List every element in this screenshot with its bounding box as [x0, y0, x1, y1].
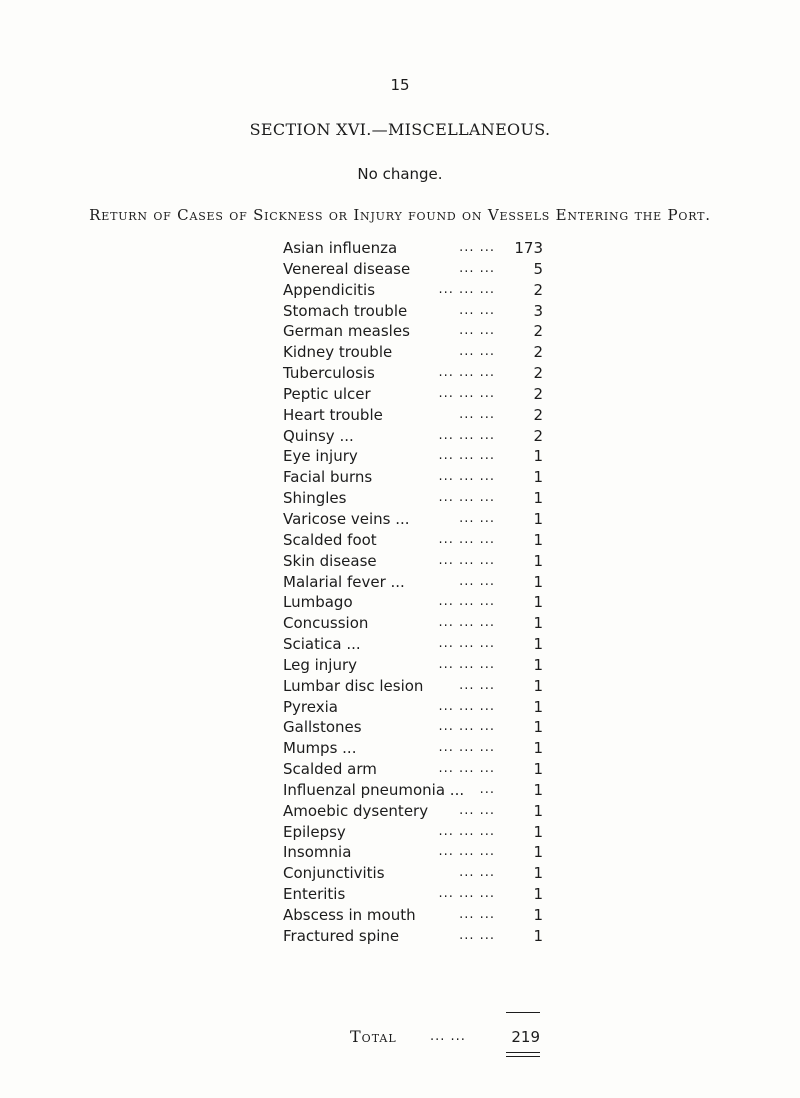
total-double-rule: [506, 1052, 540, 1057]
case-count: 1: [533, 614, 543, 633]
list-item: [283, 655, 543, 676]
case-count: 1: [533, 509, 543, 528]
case-label: Enteritis: [283, 885, 346, 904]
leader-dots: ... ... ...: [438, 615, 495, 631]
case-label: Appendicitis: [283, 280, 376, 299]
section-title: SECTION XVI.—MISCELLANEOUS.: [249, 120, 551, 139]
list-item: [283, 676, 543, 697]
leader-dots: ... ... ...: [438, 886, 495, 902]
case-label: Varicose veins ...: [283, 509, 410, 528]
case-label: Stomach trouble: [283, 301, 408, 320]
case-label: Insomnia: [283, 843, 352, 862]
case-count: 1: [533, 593, 543, 612]
case-label: Pyrexia: [283, 697, 338, 716]
leader-dots: ... ... ...: [438, 552, 495, 568]
total-leader-dots: ... ...: [430, 1029, 466, 1044]
case-count: 2: [533, 364, 543, 383]
case-label: Amoebic dysentery: [283, 801, 429, 820]
list-item: [283, 905, 543, 926]
section-note: No change.: [357, 165, 443, 183]
case-count: 1: [533, 655, 543, 674]
cases-list: [283, 238, 543, 947]
case-count: 3: [533, 301, 543, 320]
leader-dots: ... ...: [459, 802, 495, 818]
list-item: [283, 467, 543, 488]
case-label: Leg injury: [283, 655, 358, 674]
case-count: 2: [533, 405, 543, 424]
leader-dots: ... ...: [459, 240, 495, 255]
list-item: [283, 405, 543, 426]
leader-dots: ... ... ...: [438, 761, 495, 777]
leader-dots: ... ...: [459, 323, 495, 339]
case-count: 2: [533, 322, 543, 341]
list-item: [283, 238, 543, 259]
case-label: Abscess in mouth: [283, 906, 416, 924]
list-item: [283, 634, 543, 655]
case-label: Malarial fever ...: [283, 572, 405, 591]
case-count: 1: [533, 926, 543, 945]
case-label: Shingles: [283, 489, 347, 508]
case-count: 2: [533, 384, 543, 403]
case-count: 1: [533, 739, 543, 758]
leader-dots: ... ...: [459, 510, 495, 526]
list-item: [283, 363, 543, 384]
list-item: [283, 697, 543, 718]
case-count: 1: [533, 468, 543, 487]
list-item: [283, 530, 543, 551]
case-count: 1: [533, 718, 543, 737]
leader-dots: ... ... ...: [438, 531, 495, 547]
total-value: 219: [511, 1028, 540, 1046]
case-label: Skin disease: [283, 551, 377, 570]
total-row: [350, 1025, 540, 1049]
leader-dots: ... ...: [459, 677, 495, 693]
list-item: [283, 321, 543, 342]
list-item: [283, 822, 543, 843]
list-item: [283, 446, 543, 467]
list-item: [283, 717, 543, 738]
list-item: [283, 342, 543, 363]
list-item: [283, 863, 543, 884]
list-item: [283, 738, 543, 759]
leader-dots: ... ... ...: [438, 740, 495, 756]
leader-dots: ... ... ...: [438, 823, 495, 839]
case-label: Mumps ...: [283, 739, 357, 758]
case-label: Asian influenza: [283, 239, 398, 257]
list-item: [283, 384, 543, 405]
case-label: Kidney trouble: [283, 343, 393, 362]
leader-dots: ... ... ...: [438, 844, 495, 860]
page-number: 15: [390, 76, 410, 94]
case-count: 5: [533, 259, 543, 278]
leader-dots: ... ...: [459, 573, 495, 589]
case-count: 1: [533, 801, 543, 820]
case-count: 1: [533, 676, 543, 695]
leader-dots: ... ... ...: [438, 698, 495, 714]
leader-dots: ... ... ...: [438, 594, 495, 610]
leader-dots: ... ... ...: [438, 656, 495, 672]
list-item: [283, 884, 543, 905]
list-item: [283, 801, 543, 822]
list-item: [283, 613, 543, 634]
case-count: 2: [533, 280, 543, 299]
case-label: Lumbago: [283, 593, 353, 612]
leader-dots: ... ... ...: [438, 636, 495, 652]
list-item: [283, 280, 543, 301]
case-count: 1: [533, 906, 543, 924]
case-count: 1: [533, 530, 543, 549]
leader-dots: ... ...: [459, 865, 495, 881]
list-item: [283, 509, 543, 530]
leader-dots: ... ...: [459, 406, 495, 422]
case-label: Peptic ulcer: [283, 384, 371, 403]
leader-dots: ... ... ...: [438, 385, 495, 401]
case-count: 2: [533, 343, 543, 362]
case-label: Concussion: [283, 614, 369, 633]
case-label: Venereal disease: [283, 259, 411, 278]
case-label: Fractured spine: [283, 926, 400, 945]
list-item: [283, 842, 543, 863]
case-count: 1: [533, 864, 543, 883]
leader-dots: ... ...: [459, 927, 495, 943]
leader-dots: ... ... ...: [438, 490, 495, 506]
leader-dots: ... ...: [459, 302, 495, 318]
case-label: Conjunctivitis: [283, 864, 385, 883]
case-label: Eye injury: [283, 447, 358, 466]
list-item: [283, 926, 543, 947]
case-count: 1: [533, 843, 543, 862]
case-count: 1: [533, 551, 543, 570]
case-count: 1: [533, 780, 543, 799]
case-label: German measles: [283, 322, 410, 341]
leader-dots: ... ...: [459, 260, 495, 276]
list-item: [283, 426, 543, 447]
leader-dots: ... ... ...: [438, 427, 495, 443]
case-count: 1: [533, 822, 543, 841]
case-label: Epilepsy: [283, 822, 346, 841]
leader-dots: ... ... ...: [438, 448, 495, 464]
list-item: [283, 592, 543, 613]
case-label: Gallstones: [283, 718, 362, 737]
case-count: 1: [533, 489, 543, 508]
case-count: 1: [533, 635, 543, 654]
list-item: [283, 572, 543, 593]
leader-dots: ... ... ...: [438, 469, 495, 485]
case-label: Quinsy ...: [283, 426, 354, 445]
case-count: 1: [533, 885, 543, 904]
case-count: 1: [533, 697, 543, 716]
case-label: Tuberculosis: [283, 364, 375, 383]
leader-dots: ... ... ...: [438, 281, 495, 297]
case-label: Lumbar disc lesion: [283, 676, 424, 695]
list-item: [283, 759, 543, 780]
case-count: 1: [533, 760, 543, 779]
case-label: Facial burns: [283, 468, 373, 487]
list-item: [283, 780, 543, 801]
total-label: Total: [350, 1027, 397, 1046]
list-item: [283, 301, 543, 322]
case-label: Sciatica ...: [283, 635, 361, 654]
case-count: 173: [514, 239, 543, 257]
list-item: [283, 488, 543, 509]
leader-dots: ... ... ...: [438, 719, 495, 735]
case-label: Influenzal pneumonia ...: [283, 780, 465, 799]
leader-dots: ... ...: [459, 907, 495, 922]
list-item: [283, 551, 543, 572]
leader-dots: ...: [479, 781, 495, 797]
case-label: Heart trouble: [283, 405, 383, 424]
case-label: Scalded foot: [283, 530, 377, 549]
case-count: 1: [533, 572, 543, 591]
case-label: Scalded arm: [283, 760, 377, 779]
case-count: 1: [533, 447, 543, 466]
leader-dots: ... ...: [459, 344, 495, 360]
leader-dots: ... ... ...: [438, 365, 495, 381]
case-count: 2: [533, 426, 543, 445]
subtotal-rule: [506, 1012, 540, 1013]
table-heading: Return of Cases of Sickness or Injury found on Vessels Entering the Port.: [89, 206, 711, 224]
list-item: [283, 259, 543, 280]
